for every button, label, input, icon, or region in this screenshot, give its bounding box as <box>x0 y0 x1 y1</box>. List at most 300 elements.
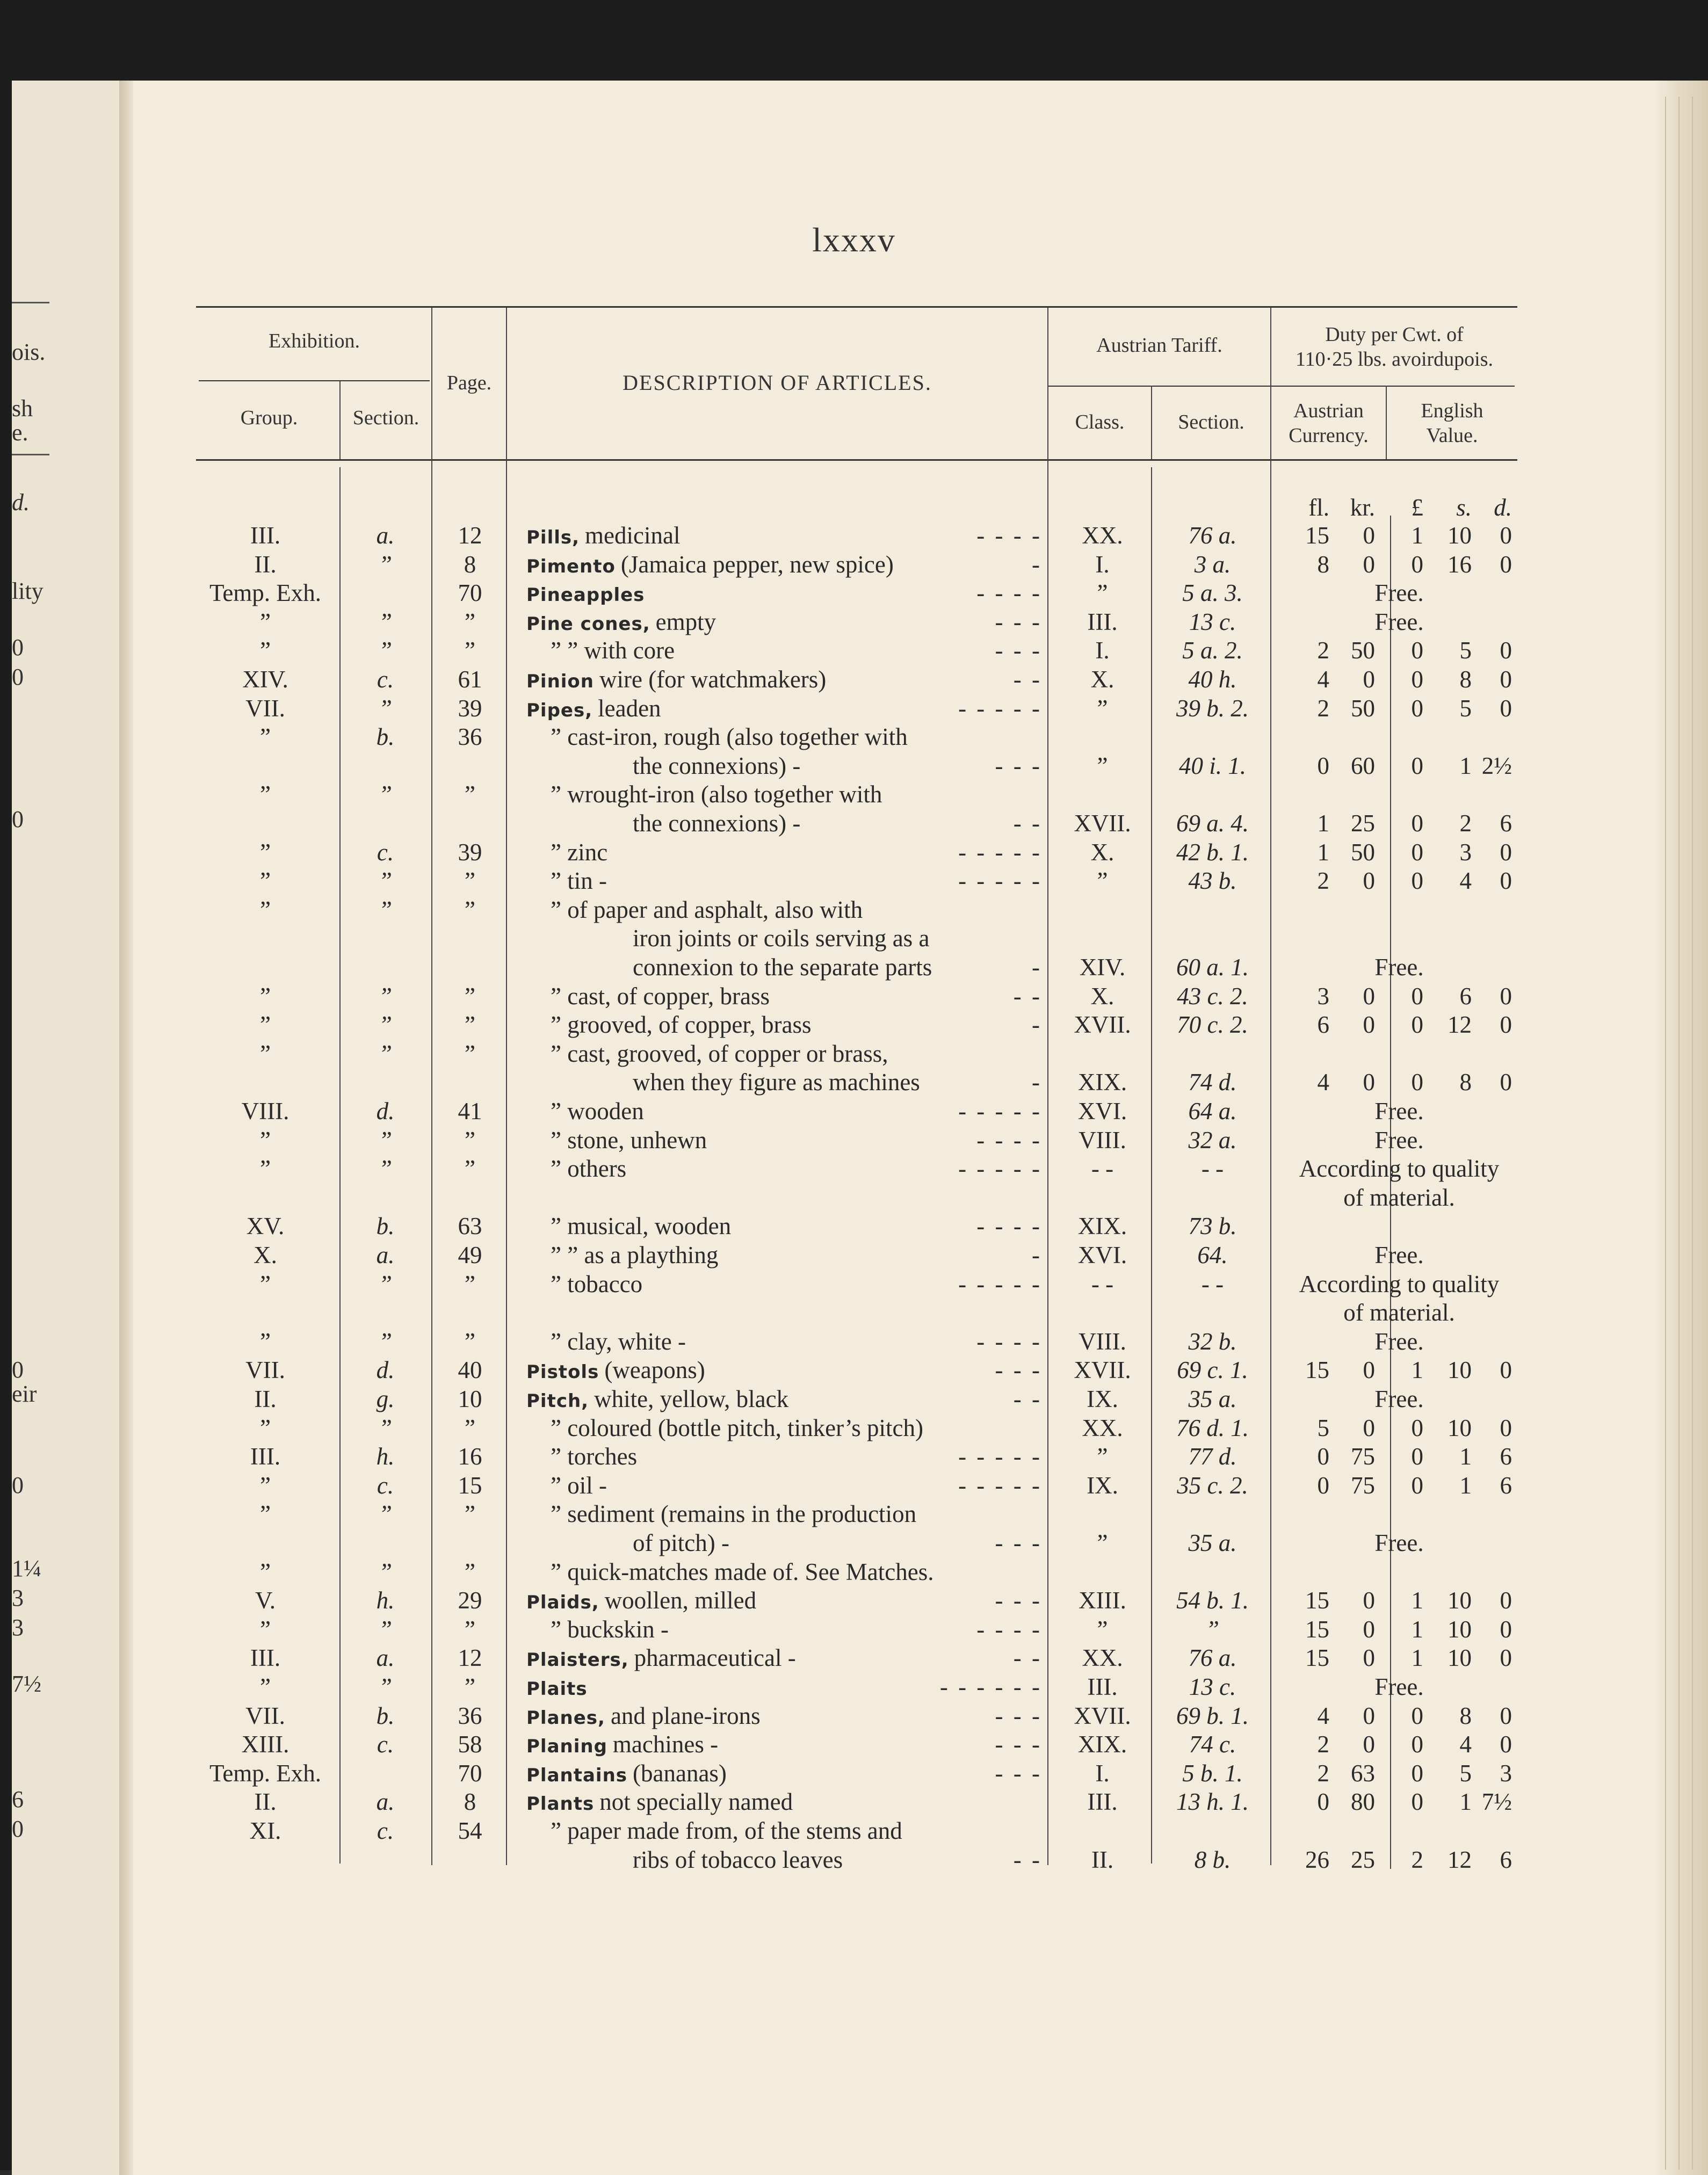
cell-tariff-section: 69 b. 1. <box>1176 1702 1249 1729</box>
article-text: ” oil - <box>551 1472 607 1499</box>
cell-section: ” <box>378 867 393 894</box>
cell-leader-dashes: - - - <box>995 1731 1042 1758</box>
cell-group: ” <box>260 1040 271 1067</box>
cell-group: ” <box>260 1472 271 1499</box>
cell-pence: 0 <box>1500 1644 1512 1671</box>
cell-page: 39 <box>458 695 482 722</box>
cell-pounds: 0 <box>1411 810 1423 837</box>
cell-kreuzer: 0 <box>1363 522 1375 549</box>
cell-pounds: 2 <box>1411 1846 1423 1873</box>
cell-section: c. <box>377 666 394 693</box>
cell-duty-note: Free. <box>1374 608 1424 635</box>
article-keyword: Pistols <box>526 1361 599 1383</box>
table-row <box>0 1413 1708 1442</box>
cell-group: Temp. Exh. <box>209 1760 322 1787</box>
article-text: and plane-irons <box>610 1702 761 1729</box>
cell-section: c. <box>377 1817 394 1844</box>
cell-shillings: 8 <box>1459 1702 1472 1729</box>
table-row <box>0 866 1708 895</box>
cell-description <box>633 809 1154 838</box>
cell-pounds: 0 <box>1411 1011 1423 1038</box>
cell-class: - - <box>1091 1271 1114 1297</box>
cell-class: XIX. <box>1077 1069 1127 1096</box>
cell-section: ” <box>378 1500 393 1527</box>
cell-page: ” <box>465 1500 475 1527</box>
cell-section: b. <box>376 1213 395 1239</box>
article-text: ” torches <box>551 1443 638 1470</box>
cell-page: 12 <box>458 522 482 549</box>
article-text: medicinal <box>585 522 681 549</box>
cell-description <box>551 1471 1072 1500</box>
article-text: ” ” as a plaything <box>551 1242 719 1268</box>
cell-group: ” <box>260 637 271 664</box>
cell-section: ” <box>378 896 393 923</box>
cell-leader-dashes: - - - <box>995 1357 1042 1383</box>
cell-page: ” <box>465 896 475 923</box>
cell-shillings: 10 <box>1448 1644 1472 1671</box>
cell-description <box>526 1384 1047 1416</box>
cell-kreuzer: 75 <box>1351 1472 1375 1499</box>
table-row <box>0 1557 1708 1586</box>
cell-group: ” <box>260 1271 271 1297</box>
cell-leader-dashes: - - <box>1013 983 1042 1010</box>
cell-page: 39 <box>458 839 482 866</box>
cell-tariff-section: 64. <box>1197 1242 1228 1268</box>
facing-fragment: 1¼ <box>12 1555 41 1582</box>
cell-page: 70 <box>458 1760 482 1787</box>
cell-kreuzer: 0 <box>1363 1011 1375 1038</box>
cell-florins: 0 <box>1317 1443 1329 1470</box>
cell-section: ” <box>378 1040 393 1067</box>
article-keyword: Plantains <box>526 1765 628 1786</box>
cell-kreuzer: 50 <box>1351 637 1375 664</box>
cell-class: XVII. <box>1074 1357 1131 1383</box>
cell-section: b. <box>376 1702 395 1729</box>
cell-class: ” <box>1097 1529 1108 1556</box>
facing-rule <box>12 454 49 455</box>
cell-description <box>551 866 1072 895</box>
table-row <box>0 953 1708 982</box>
cell-description <box>551 895 1072 924</box>
cell-description <box>551 1126 1072 1155</box>
cell-page: 40 <box>458 1357 482 1383</box>
cell-description <box>551 1615 1072 1644</box>
table-row <box>0 1298 1708 1327</box>
cell-group: VII. <box>245 1357 285 1383</box>
cell-shillings: 8 <box>1459 1069 1472 1096</box>
cell-tariff-section: 43 c. 2. <box>1177 983 1248 1010</box>
article-keyword: Pills, <box>526 527 580 548</box>
cell-leader-dashes: - - - <box>995 752 1042 779</box>
facing-rule <box>12 302 49 303</box>
cell-pence: 6 <box>1500 1846 1512 1873</box>
cell-group: ” <box>260 896 271 923</box>
cell-page: 16 <box>458 1443 482 1470</box>
cell-leader-dashes: - - - - - <box>958 839 1042 866</box>
article-text: pharmaceutical - <box>634 1644 796 1671</box>
article-text: (weapons) <box>604 1357 705 1383</box>
cell-page: 12 <box>458 1644 482 1671</box>
cell-tariff-section: - - <box>1201 1271 1224 1297</box>
cell-leader-dashes: - - <box>1013 1846 1042 1873</box>
cell-section: a. <box>376 522 395 549</box>
cell-florins: 4 <box>1317 1069 1329 1096</box>
cell-description <box>526 1643 1047 1674</box>
cell-florins: 1 <box>1317 810 1329 837</box>
cell-shillings: 8 <box>1459 666 1472 693</box>
article-keyword: Plaits <box>526 1678 588 1700</box>
table-row <box>0 1183 1708 1212</box>
article-text: ” paper made from, of the stems and <box>551 1817 902 1844</box>
table-row <box>0 665 1708 694</box>
cell-pence: 0 <box>1500 1011 1512 1038</box>
cell-class: II. <box>1091 1846 1114 1873</box>
cell-description <box>551 722 1072 751</box>
cell-description <box>526 550 1047 581</box>
cell-class: III. <box>1087 1788 1118 1815</box>
cell-kreuzer: 60 <box>1351 752 1375 779</box>
cell-group: XIV. <box>242 666 288 693</box>
cell-class: III. <box>1087 608 1118 635</box>
article-keyword: Pinion <box>526 671 594 692</box>
article-text: the connexions) - <box>633 752 801 779</box>
cell-description <box>633 1845 1154 1874</box>
cell-shillings: 12 <box>1448 1846 1472 1873</box>
cell-section: ” <box>378 983 393 1010</box>
article-keyword: Planes, <box>526 1707 605 1729</box>
table-row <box>0 578 1708 607</box>
cell-pence: 0 <box>1500 839 1512 866</box>
cell-page: ” <box>465 637 475 664</box>
cell-description <box>551 1557 1072 1586</box>
article-text: ” tin - <box>551 867 607 894</box>
table-row <box>0 521 1708 550</box>
cell-class: XIX. <box>1077 1213 1127 1239</box>
cell-duty-note: Free. <box>1374 1529 1424 1556</box>
cell-class: IX. <box>1087 1472 1118 1499</box>
cell-tariff-section: 54 b. 1. <box>1176 1587 1249 1614</box>
facing-fragment: lity <box>12 578 44 604</box>
facing-fragment: 6 <box>12 1786 24 1813</box>
cell-tariff-section: 73 b. <box>1188 1213 1237 1239</box>
tariff-subrule <box>1047 386 1515 387</box>
cell-class: XVII. <box>1074 810 1131 837</box>
cell-class: VIII. <box>1079 1127 1126 1154</box>
table-row <box>0 1528 1708 1557</box>
cell-tariff-section: 64 a. <box>1188 1098 1237 1125</box>
article-text: iron joints or coils serving as a <box>633 925 930 952</box>
header-description: DESCRIPTION OF ARTICLES. <box>623 371 932 395</box>
cell-class: ” <box>1097 1616 1108 1643</box>
cell-section: c. <box>377 839 394 866</box>
cell-group: ” <box>260 1127 271 1154</box>
header-duty-line1: Duty per Cwt. of <box>1325 323 1464 346</box>
header-tariff-section: Section. <box>1178 411 1244 433</box>
cell-pounds: 0 <box>1411 1472 1423 1499</box>
cell-shillings: 3 <box>1459 839 1472 866</box>
cell-page: 36 <box>458 1702 482 1729</box>
header-class: Class. <box>1075 411 1125 433</box>
cell-description <box>551 1816 1072 1845</box>
cell-tariff-section: 70 c. 2. <box>1177 1011 1248 1038</box>
cell-group: ” <box>260 1616 271 1643</box>
cell-description <box>551 1327 1072 1356</box>
article-keyword: Plants <box>526 1793 595 1815</box>
cell-pence: 6 <box>1500 1443 1512 1470</box>
table-row <box>0 924 1708 953</box>
cell-tariff-section: 13 h. 1. <box>1176 1788 1249 1815</box>
cell-section: ” <box>378 1328 393 1355</box>
cell-shillings: 16 <box>1448 551 1472 578</box>
cell-pence: 0 <box>1500 666 1512 693</box>
unit-kr: kr. <box>1350 494 1375 521</box>
table-row <box>0 1212 1708 1241</box>
cell-group: III. <box>250 522 281 549</box>
article-text: ” grooved, of copper, brass <box>551 1011 812 1038</box>
cell-shillings: 1 <box>1459 1788 1472 1815</box>
cell-leader-dashes: - - - <box>995 608 1042 635</box>
cell-leader-dashes: - - <box>1013 1644 1042 1671</box>
cell-page: 49 <box>458 1242 482 1268</box>
article-text: when they figure as machines <box>633 1069 920 1096</box>
article-text: the connexions) - <box>633 810 801 837</box>
cell-pence: 0 <box>1500 1731 1512 1758</box>
table-row <box>0 1327 1708 1356</box>
cell-description <box>551 780 1072 809</box>
cell-section: ” <box>378 551 393 578</box>
cell-leader-dashes: - - - - <box>976 1328 1042 1355</box>
cell-shillings: 6 <box>1459 983 1472 1010</box>
article-text: ” stone, unhewn <box>551 1127 707 1154</box>
cell-pounds: 0 <box>1411 1415 1423 1441</box>
cell-leader-dashes: - - - - - <box>958 695 1042 722</box>
cell-tariff-section: 76 a. <box>1188 1644 1237 1671</box>
cell-description <box>551 1039 1072 1068</box>
cell-tariff-section: ” <box>1205 1616 1220 1643</box>
cell-tariff-section: 32 b. <box>1188 1328 1237 1355</box>
cell-class: X. <box>1090 983 1114 1010</box>
cell-pounds: 0 <box>1411 1760 1423 1787</box>
cell-group: XIII. <box>241 1731 290 1758</box>
cell-description <box>551 838 1072 867</box>
cell-kreuzer: 0 <box>1363 867 1375 894</box>
table-row <box>0 607 1708 636</box>
cell-group: ” <box>260 1500 271 1527</box>
cell-kreuzer: 50 <box>1351 695 1375 722</box>
cell-leader-dashes: - - - - - <box>958 867 1042 894</box>
units-row <box>0 493 1708 522</box>
article-keyword: Plaids, <box>526 1592 599 1613</box>
cell-leader-dashes: - - <box>1013 666 1042 693</box>
cell-tariff-section: 74 d. <box>1188 1069 1237 1096</box>
cell-page: ” <box>465 608 475 635</box>
unit-pound: £ <box>1411 494 1423 521</box>
cell-tariff-section: 77 d. <box>1188 1443 1237 1470</box>
cell-class: ” <box>1097 1443 1108 1470</box>
cell-duty-note: Free. <box>1374 579 1424 606</box>
cell-florins: 2 <box>1317 637 1329 664</box>
cell-description <box>526 607 1047 639</box>
header-austrian-currency-1: Austrian <box>1293 400 1364 422</box>
cell-duty-note: of material. <box>1343 1184 1455 1211</box>
cell-class: ” <box>1097 695 1108 722</box>
cell-group: ” <box>260 1558 271 1585</box>
cell-tariff-section: 3 a. <box>1194 551 1231 578</box>
cell-shillings: 12 <box>1448 1011 1472 1038</box>
cell-leader-dashes: - - - <box>995 637 1042 664</box>
cell-section: a. <box>376 1242 395 1268</box>
cell-kreuzer: 0 <box>1363 666 1375 693</box>
cell-florins: 26 <box>1305 1846 1329 1873</box>
cell-description <box>633 1528 1154 1557</box>
cell-tariff-section: 69 c. 1. <box>1177 1357 1248 1383</box>
article-text: (Jamaica pepper, new spice) <box>620 551 894 578</box>
table-row <box>0 751 1708 780</box>
table-row <box>0 809 1708 838</box>
cell-description <box>633 751 1154 780</box>
cell-section: ” <box>378 1415 393 1441</box>
cell-pence: 0 <box>1500 1069 1512 1096</box>
cell-leader-dashes: - - - <box>995 1587 1042 1614</box>
table-row <box>0 550 1708 579</box>
cell-group: ” <box>260 1328 271 1355</box>
article-keyword: Pitch, <box>526 1390 589 1412</box>
cell-page: 15 <box>458 1472 482 1499</box>
cell-section: c. <box>377 1472 394 1499</box>
article-keyword: Pine cones, <box>526 613 650 635</box>
cell-pence: 0 <box>1500 1587 1512 1614</box>
cell-group: ” <box>260 1155 271 1182</box>
cell-group: ” <box>260 608 271 635</box>
cell-section: ” <box>378 1155 393 1182</box>
cell-leader-dashes: - - - - - <box>958 1271 1042 1297</box>
cell-section: a. <box>376 1644 395 1671</box>
cell-group: II. <box>254 551 277 578</box>
facing-fragment: 0 <box>12 634 24 661</box>
table-row <box>0 1730 1708 1759</box>
cell-class: I. <box>1095 1760 1110 1787</box>
cell-group: II. <box>254 1788 277 1815</box>
cell-shillings: 1 <box>1459 1443 1472 1470</box>
table-row <box>0 1672 1708 1701</box>
cell-leader-dashes: - - - - <box>976 1213 1042 1239</box>
article-text: ” wooden <box>551 1098 644 1125</box>
cell-pounds: 0 <box>1411 1731 1423 1758</box>
cell-kreuzer: 63 <box>1351 1760 1375 1787</box>
cell-leader-dashes: - - - - - <box>958 1098 1042 1125</box>
cell-leader-dashes: - <box>1032 1069 1042 1096</box>
cell-leader-dashes: - - - - - <box>958 1443 1042 1470</box>
article-text: connexion to the separate parts <box>633 954 932 981</box>
table-row <box>0 722 1708 751</box>
cell-page: ” <box>465 867 475 894</box>
article-text: woollen, milled <box>604 1587 757 1614</box>
cell-leader-dashes: - - <box>1013 1386 1042 1412</box>
cell-shillings: 4 <box>1459 1731 1472 1758</box>
cell-group: ” <box>260 1673 271 1700</box>
cell-page: ” <box>465 1040 475 1067</box>
cell-florins: 15 <box>1305 1644 1329 1671</box>
cell-tariff-section: 42 b. 1. <box>1176 839 1249 866</box>
table-row <box>0 1384 1708 1413</box>
cell-pence: 0 <box>1500 1357 1512 1383</box>
cell-shillings: 10 <box>1448 1415 1472 1441</box>
cell-pounds: 0 <box>1411 839 1423 866</box>
cell-class: XVI. <box>1077 1098 1127 1125</box>
cell-group: III. <box>250 1443 281 1470</box>
cell-page: ” <box>465 1011 475 1038</box>
cell-leader-dashes: - - - - - <box>958 1155 1042 1182</box>
table-row <box>0 1643 1708 1672</box>
table-row <box>0 780 1708 809</box>
article-text: ” musical, wooden <box>551 1213 732 1239</box>
cell-class: XX. <box>1082 1644 1123 1671</box>
cell-duty-note: Free. <box>1374 1673 1424 1700</box>
cell-description <box>526 1672 1047 1703</box>
cell-florins: 5 <box>1317 1415 1329 1441</box>
cell-page: 63 <box>458 1213 482 1239</box>
cell-leader-dashes: - <box>1032 1011 1042 1038</box>
cell-shillings: 5 <box>1459 695 1472 722</box>
cell-section: ” <box>378 1673 393 1700</box>
table-top-rule <box>196 306 1517 308</box>
cell-section: h. <box>376 1443 395 1470</box>
cell-kreuzer: 0 <box>1363 1587 1375 1614</box>
cell-kreuzer: 0 <box>1363 1731 1375 1758</box>
header-section: Section. <box>352 407 419 429</box>
cell-group: ” <box>260 781 271 808</box>
table-row <box>0 1471 1708 1500</box>
cell-page: ” <box>465 1616 475 1643</box>
cell-pounds: 1 <box>1411 522 1423 549</box>
cell-class: XVII. <box>1074 1702 1131 1729</box>
facing-fragment: 0 <box>12 1472 24 1498</box>
cell-leader-dashes: - - - <box>995 1702 1042 1729</box>
cell-leader-dashes: - - - - <box>976 579 1042 606</box>
header-english-value-2: Value. <box>1426 424 1478 447</box>
cell-page: ” <box>465 1271 475 1297</box>
article-text: ” clay, white - <box>551 1328 686 1355</box>
cell-shillings: 1 <box>1459 1472 1472 1499</box>
cell-duty-note: Free. <box>1374 1242 1424 1268</box>
cell-pounds: 0 <box>1411 752 1423 779</box>
article-text: ” quick-matches made of. See Matches. <box>551 1558 934 1585</box>
cell-tariff-section: 39 b. 2. <box>1176 695 1249 722</box>
cell-section: d. <box>376 1098 395 1125</box>
cell-description <box>633 1068 1154 1097</box>
cell-description <box>633 953 1154 982</box>
facing-fragment: 7½ <box>12 1671 41 1697</box>
cell-class: XIV. <box>1079 954 1126 981</box>
cell-pence: 6 <box>1500 810 1512 837</box>
table-row <box>0 1701 1708 1730</box>
table-row <box>0 1154 1708 1183</box>
cell-page: ” <box>465 1127 475 1154</box>
facing-fragment: 3 <box>12 1614 24 1641</box>
cell-florins: 4 <box>1317 1702 1329 1729</box>
cell-pounds: 1 <box>1411 1587 1423 1614</box>
cell-page: ” <box>465 1558 475 1585</box>
cell-tariff-section: 43 b. <box>1188 867 1237 894</box>
facing-fragment: ois. <box>12 339 46 365</box>
cell-class: III. <box>1087 1673 1118 1700</box>
cell-tariff-section: 5 a. 2. <box>1182 637 1243 664</box>
cell-section: ” <box>378 1011 393 1038</box>
cell-class: XVII. <box>1074 1011 1131 1038</box>
table-row <box>0 1759 1708 1788</box>
cell-pounds: 0 <box>1411 666 1423 693</box>
cell-description <box>526 1355 1047 1387</box>
